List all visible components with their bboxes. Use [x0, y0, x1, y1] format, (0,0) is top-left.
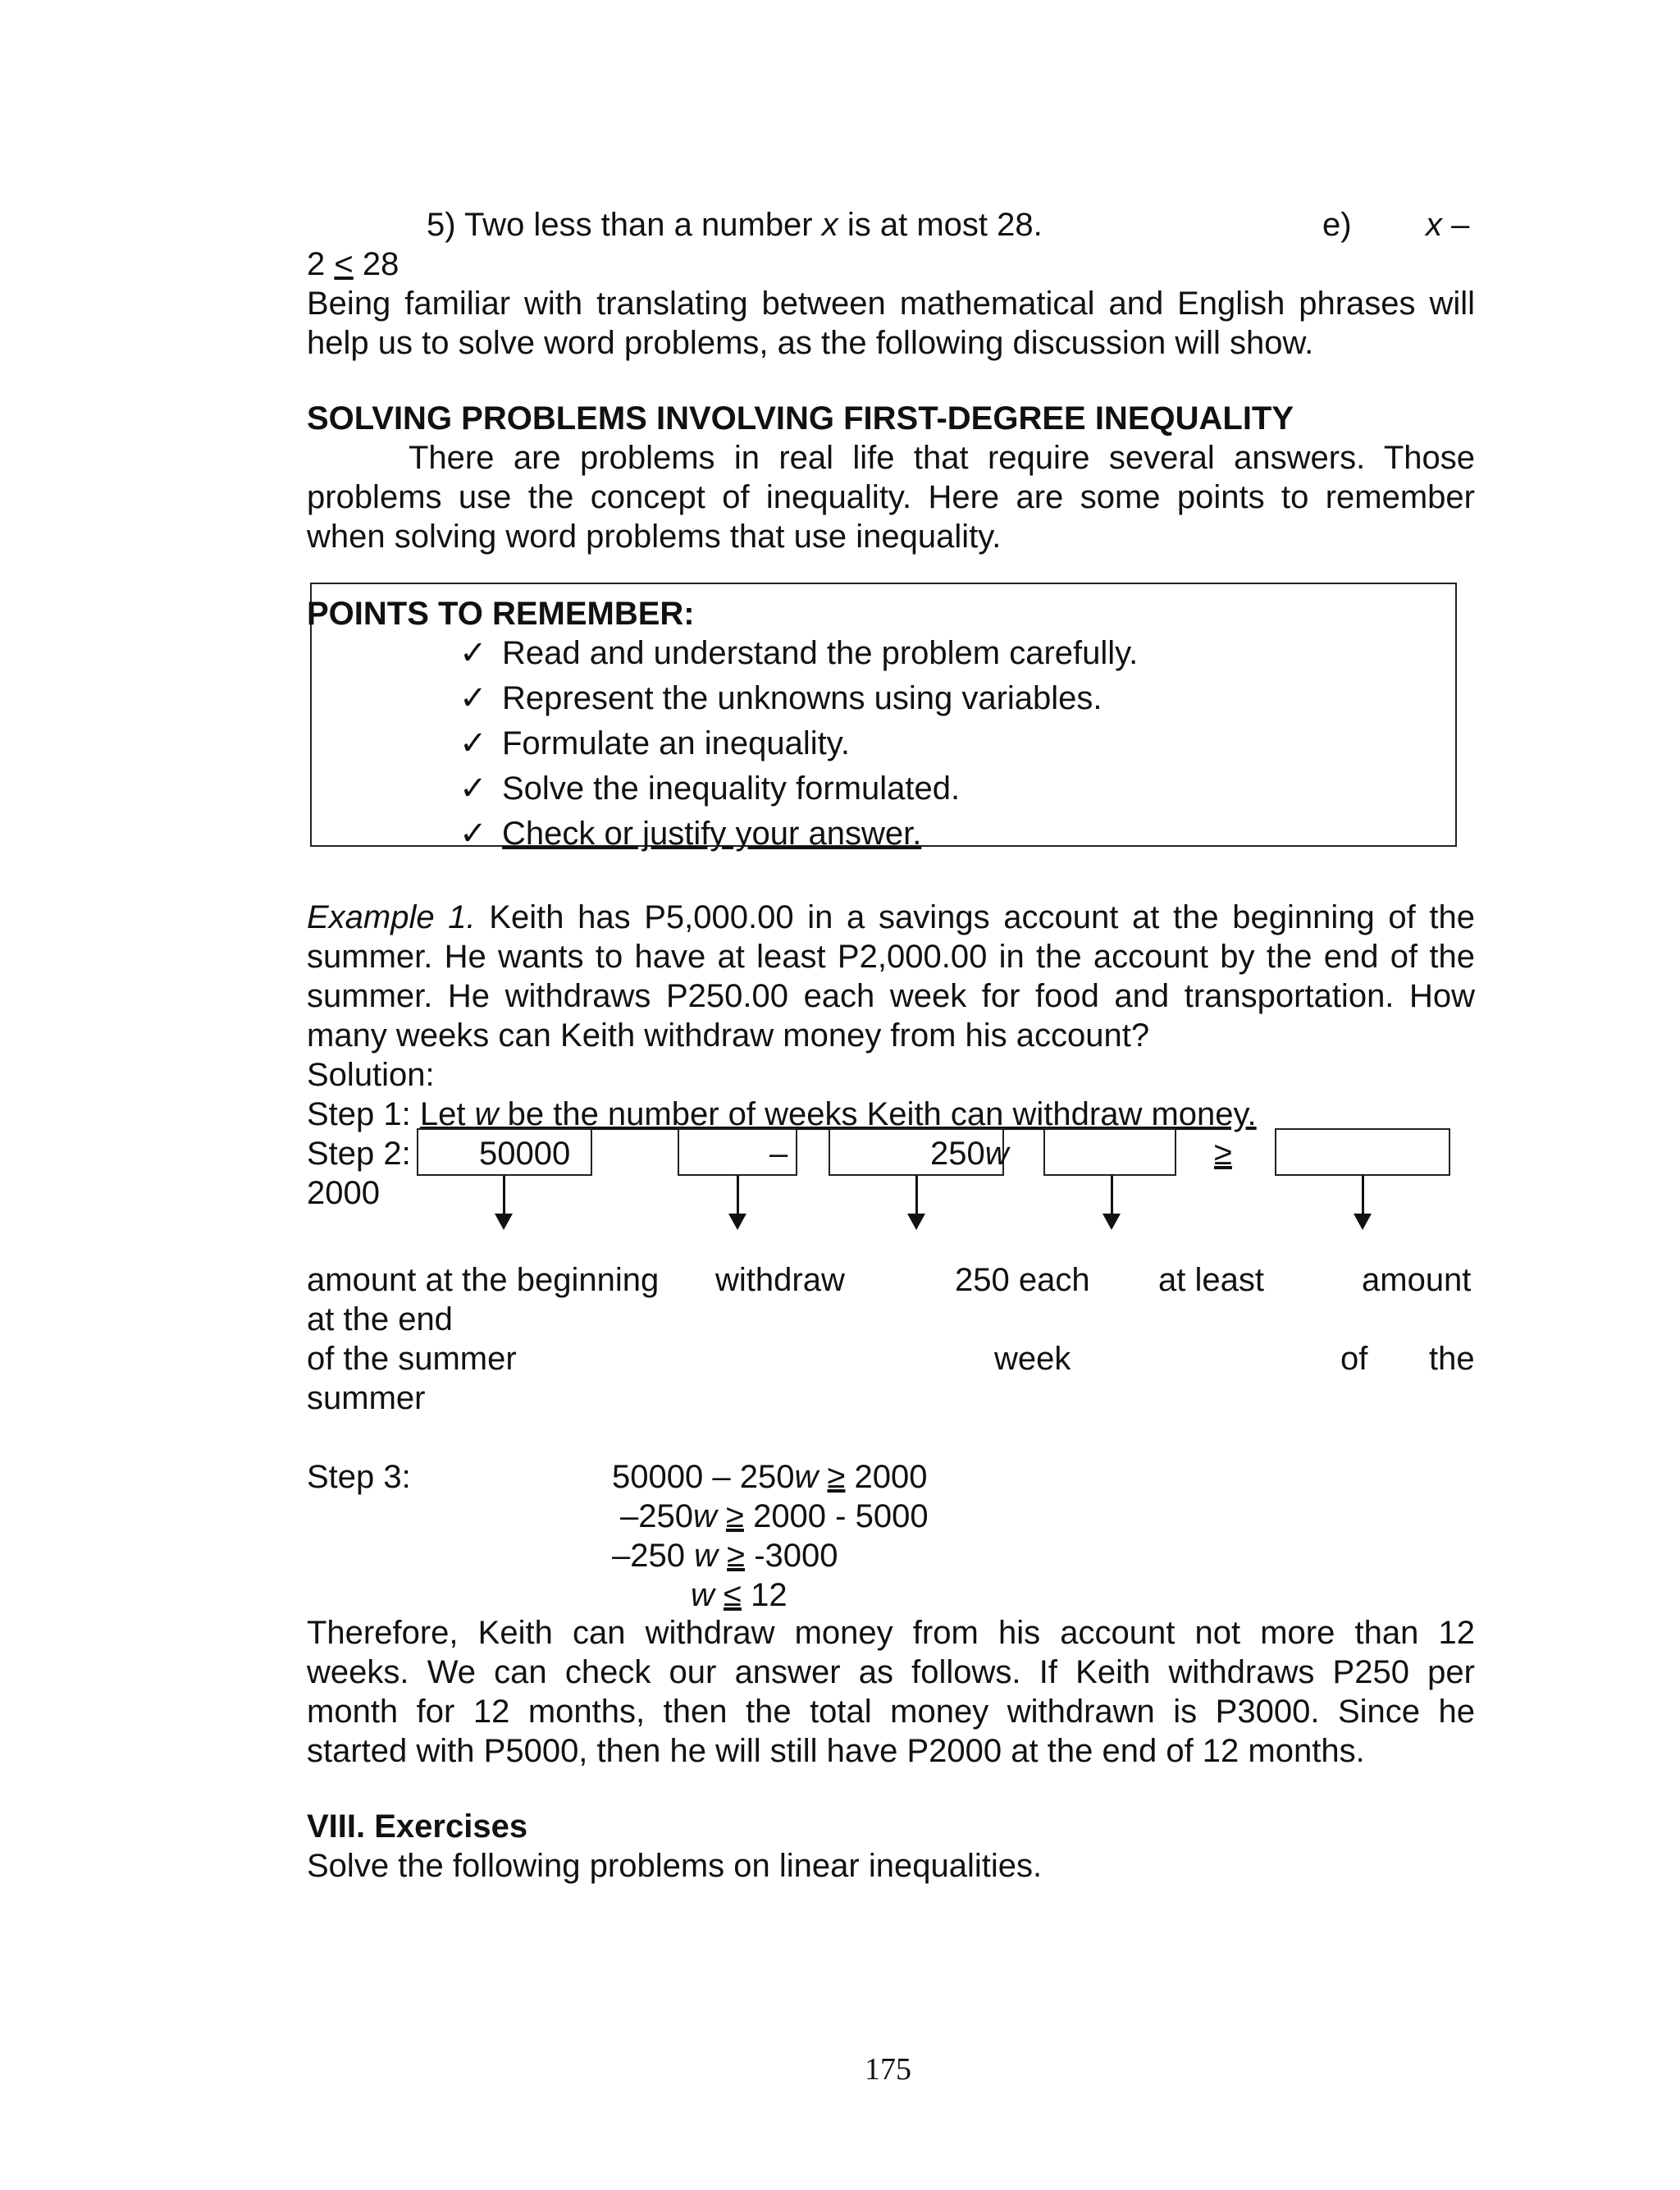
step-3-l2-var: w	[692, 1498, 717, 1534]
example-line-1-text: Keith has P5,000.00 in a savings account at the beginning of the	[475, 899, 1475, 935]
step-3-l4-var: w	[691, 1577, 714, 1613]
item-5-rest: is at most 28.	[838, 207, 1043, 243]
intro-line-1: Being familiar with translating between mathematical and English phrases will	[307, 286, 1475, 322]
intro-paragraph	[307, 284, 1475, 363]
step-3-l3-a: –250	[612, 1538, 695, 1574]
example-line-3: summer. He withdraws P250.00 each week for food and transportation. How	[307, 978, 1475, 1014]
example-label: Example 1.	[307, 899, 476, 935]
conclusion-line-4: started with P5000, then he will still have P2000 at the end of 12 months.	[307, 1733, 1365, 1769]
label-the: the	[1429, 1341, 1475, 1377]
step-3-l1-var: w	[794, 1459, 819, 1495]
exercises-text: Solve the following problems on linear inequalities.	[307, 1848, 1043, 1884]
page-number: 175	[865, 2052, 911, 2087]
step-1-text-b: be the number of weeks Keith can withdraw money.	[498, 1096, 1257, 1132]
exercises-heading: VIII. Exercises	[307, 1808, 528, 1845]
step-1-text-a: Let	[419, 1096, 475, 1132]
point-item	[459, 769, 960, 808]
step-3-l1-b: 2000	[845, 1459, 928, 1495]
down-arrow-icon	[737, 1176, 739, 1214]
answer-line2-op: <	[334, 246, 354, 282]
step-3-l2-a: –250	[620, 1498, 693, 1534]
label-at-the-end: at the end	[307, 1301, 453, 1337]
section-line-1: There are problems in real life that require several answers. Those	[409, 440, 1475, 476]
section-paragraph	[307, 438, 1475, 556]
item-5-answer-label: e)	[1322, 207, 1352, 243]
step-3-l3-var: w	[694, 1538, 718, 1574]
step-2-box-4	[1043, 1128, 1176, 1176]
label-at-least: at least	[1158, 1262, 1264, 1298]
step-3-l4-b: 12	[741, 1577, 788, 1613]
label-summer: summer	[307, 1380, 426, 1416]
point-text: Solve the inequality formulated.	[502, 770, 961, 807]
point-item	[459, 724, 850, 763]
down-arrow-icon	[1111, 1176, 1113, 1214]
example-line-1	[307, 898, 1475, 937]
step-3-line-3	[612, 1536, 838, 1575]
down-arrow-icon	[1362, 1176, 1364, 1214]
label-of-the-summer: of the summer	[307, 1341, 517, 1377]
label-of: of	[1340, 1341, 1368, 1377]
step-3-line-2	[620, 1497, 929, 1536]
step-2-line-2: 2000	[307, 1175, 380, 1211]
step-2-minus: –	[769, 1136, 788, 1172]
step-2-box-5	[1275, 1128, 1450, 1176]
label-week: week	[994, 1341, 1071, 1377]
step-2-value-2-var: w	[984, 1136, 1009, 1172]
section-line-2: problems use the concept of inequality. Here are some points to remember	[307, 479, 1475, 515]
down-arrow-icon	[503, 1176, 505, 1214]
example-paragraph	[307, 898, 1475, 1055]
step-3-l4-op: ≤	[724, 1577, 742, 1613]
check-icon: ✓	[459, 770, 487, 807]
item-5-question	[427, 205, 1043, 245]
point-text: Check or justify your answer.	[502, 816, 922, 852]
item-5-answer-start	[1426, 205, 1469, 245]
step-3-l1-op: ≥	[827, 1459, 846, 1495]
conclusion-paragraph	[307, 1613, 1475, 1771]
step-2-value-2	[930, 1134, 1009, 1173]
check-icon: ✓	[459, 680, 487, 716]
step-2-geq: ≥	[1214, 1136, 1232, 1172]
solution-label: Solution:	[307, 1057, 435, 1093]
item-5-label: 5) Two less than a number	[427, 207, 822, 243]
label-amount-end: amount	[1362, 1262, 1472, 1298]
step-3-l3-op: ≥	[727, 1538, 746, 1574]
section-heading: SOLVING PROBLEMS INVOLVING FIRST-DEGREE INEQUALITY	[307, 400, 1294, 437]
answer-line2-a: 2	[307, 246, 335, 282]
label-withdraw: withdraw	[715, 1262, 845, 1298]
check-icon: ✓	[459, 635, 487, 671]
step-2-value-1: 50000	[479, 1136, 571, 1172]
step-3-l3-b: -3000	[745, 1538, 838, 1574]
conclusion-line-3: month for 12 months, then the total money withdrawn is P3000. Since he	[307, 1694, 1475, 1730]
example-line-2: summer. He wants to have at least P2,000.00 in the account by the end of the	[307, 939, 1475, 975]
step-3-label: Step 3:	[307, 1459, 411, 1495]
point-text: Represent the unknowns using variables.	[502, 680, 1102, 716]
example-line-4: many weeks can Keith withdraw money from his account?	[307, 1017, 1150, 1054]
points-title: POINTS TO REMEMBER:	[307, 596, 695, 632]
answer-var: x	[1426, 207, 1442, 243]
step-3-l1-a: 50000 – 250	[612, 1459, 795, 1495]
point-item	[459, 633, 1138, 673]
item-5-var: x	[821, 207, 838, 243]
step-1-label: Step 1:	[307, 1096, 420, 1132]
step-2-label: Step 2:	[307, 1136, 411, 1172]
step-3-line-4	[691, 1575, 788, 1615]
point-item	[459, 679, 1102, 718]
check-icon: ✓	[459, 816, 487, 852]
down-arrow-icon	[915, 1176, 918, 1214]
step-3-l2-op: ≥	[726, 1498, 744, 1534]
conclusion-line-1: Therefore, Keith can withdraw money from his account not more than 12	[307, 1615, 1475, 1651]
point-item	[459, 814, 921, 853]
label-250-each: 250 each	[955, 1262, 1090, 1298]
point-text: Read and understand the problem carefully.	[502, 635, 1139, 671]
step-1-text	[420, 1096, 1257, 1132]
step-2-value-2-num: 250	[930, 1136, 985, 1172]
step-1-var: w	[474, 1096, 499, 1132]
section-line-3: when solving word problems that use inequality.	[307, 519, 1002, 555]
item-5-answer-line2	[307, 245, 399, 284]
step-3-line-1	[612, 1457, 928, 1497]
intro-line-2: help us to solve word problems, as the following discussion will show.	[307, 325, 1314, 361]
answer-op: –	[1442, 207, 1470, 243]
check-icon: ✓	[459, 725, 487, 761]
step-3-l2-b: 2000 - 5000	[743, 1498, 929, 1534]
point-text: Formulate an inequality.	[502, 725, 850, 761]
label-amount-beginning: amount at the beginning	[307, 1262, 660, 1298]
conclusion-line-2: weeks. We can check our answer as follows. If Keith withdraws P250 per	[307, 1654, 1475, 1690]
answer-line2-b: 28	[353, 246, 399, 282]
